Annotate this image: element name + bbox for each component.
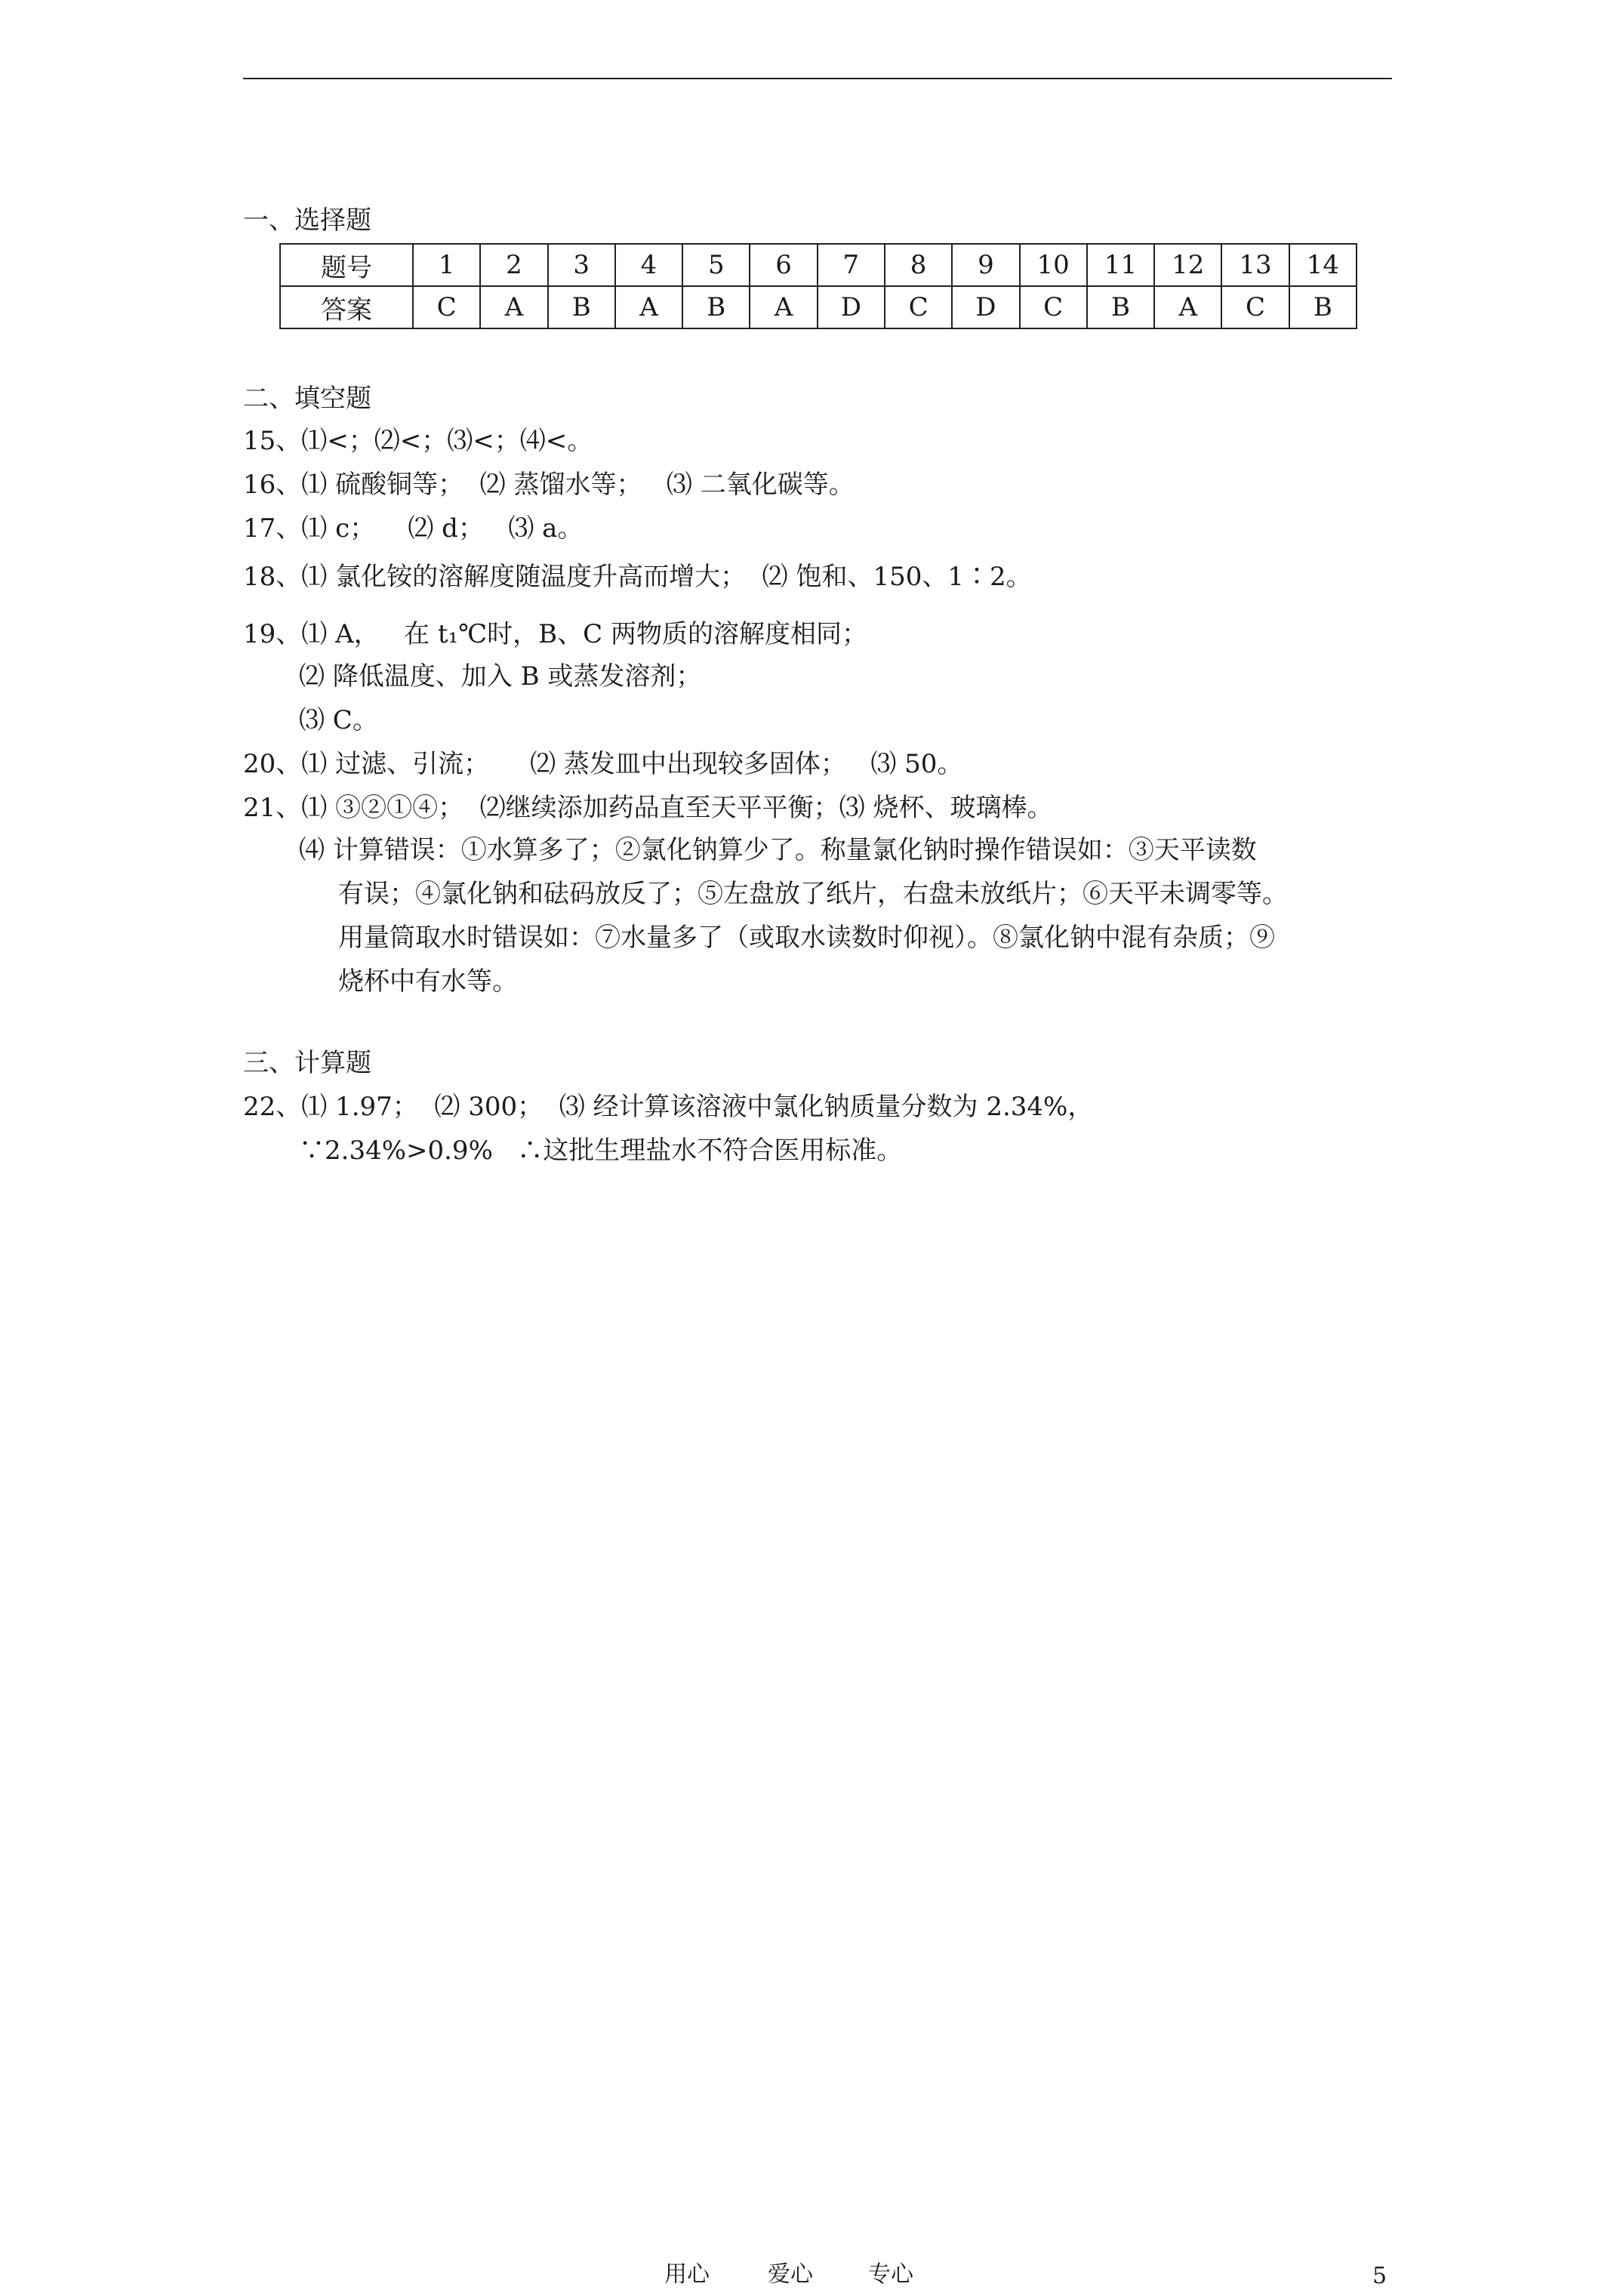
footer-text-3: 专心 — [868, 2261, 913, 2288]
answer-line-21-5: 有误；④氯化钠和砝码放反了；⑤左盘放了纸片，右盘未放纸片；⑥天平未调零等。 — [338, 879, 1288, 909]
table-cell: A — [615, 286, 682, 328]
answer-line-18: 18、⑴ 氯化铵的溶解度随温度升高而增大； ⑵ 饱和、150、1∶2。 — [243, 562, 1032, 592]
table-cell: 14 — [1289, 244, 1357, 286]
footer-text-1: 用心 — [664, 2261, 710, 2288]
answer-line-16: 16、⑴ 硫酸铜等； ⑵ 蒸馏水等； ⑶ 二氧化碳等。 — [243, 470, 855, 500]
table-cell: 8 — [885, 244, 952, 286]
row-label-numbers: 题号 — [280, 244, 413, 286]
answer-line-22: 22、⑴ 1.97； ⑵ 300； ⑶ 经计算该溶液中氯化钠质量分数为 2.34%， — [243, 1092, 1094, 1122]
answer-line-21-6: 用量筒取水时错误如：⑦水量多了（或取水读数时仰视）。⑧氯化钠中混有杂质；⑨ — [338, 923, 1275, 953]
answer-line-15: 15、⑴<；⑵<；⑶<；⑷<。 — [243, 426, 593, 456]
answer-line-21-4: ⑷ 计算错误：①水算多了；②氯化钠算少了。称量氯化钠时操作错误如：③天平读数 — [299, 835, 1257, 865]
table-cell: 7 — [818, 244, 885, 286]
table-cell: C — [1020, 286, 1087, 328]
section-title-calc: 三、计算题 — [243, 1048, 371, 1078]
table-cell: 12 — [1154, 244, 1221, 286]
table-cell: 2 — [480, 244, 547, 286]
table-cell: 5 — [682, 244, 750, 286]
answer-line-21: 21、⑴ ③②①④； ⑵继续添加药品直至天平平衡；⑶ 烧杯、玻璃棒。 — [243, 793, 1053, 823]
table-cell: D — [952, 286, 1019, 328]
table-cell: 3 — [548, 244, 615, 286]
table-row-answers — [280, 286, 1357, 328]
answer-line-19-3: ⑶ C。 — [299, 705, 378, 735]
table-cell: C — [1221, 286, 1289, 328]
table-cell: 9 — [952, 244, 1019, 286]
table-cell: D — [818, 286, 885, 328]
answer-line-19: 19、⑴ A， 在 t₁℃时，B、C 两物质的溶解度相同； — [243, 619, 867, 649]
answer-line-17: 17、⑴ c； ⑵ d； ⑶ a。 — [243, 513, 584, 544]
table-row-numbers — [280, 244, 1357, 286]
header-rule — [243, 78, 1392, 79]
table-cell: 6 — [750, 244, 817, 286]
table-cell: 1 — [413, 244, 480, 286]
table-cell: C — [413, 286, 480, 328]
table-cell: B — [1289, 286, 1357, 328]
page-number: 5 — [1372, 2263, 1387, 2289]
table-cell: A — [480, 286, 547, 328]
table-cell: 13 — [1221, 244, 1289, 286]
answer-table — [279, 243, 1357, 329]
answer-line-20: 20、⑴ 过滤、引流； ⑵ 蒸发皿中出现较多固体； ⑶ 50。 — [243, 749, 963, 779]
answer-line-19-2: ⑵ 降低温度、加入 B 或蒸发溶剂； — [299, 661, 702, 692]
table-cell: B — [1087, 286, 1154, 328]
table-cell: B — [682, 286, 750, 328]
table-cell: A — [750, 286, 817, 328]
section-title-fill: 二、填空题 — [243, 384, 371, 414]
table-cell: B — [548, 286, 615, 328]
answer-line-21-7: 烧杯中有水等。 — [338, 966, 518, 997]
answer-line-22-2: ∵2.34%>0.9% ∴这批生理盐水不符合医用标准。 — [299, 1136, 903, 1166]
table-cell: 11 — [1087, 244, 1154, 286]
table-cell: 10 — [1020, 244, 1087, 286]
footer-text-2: 爱心 — [768, 2261, 813, 2288]
table-cell: A — [1154, 286, 1221, 328]
row-label-answers: 答案 — [280, 286, 413, 328]
table-cell: 4 — [615, 244, 682, 286]
table-cell: C — [885, 286, 952, 328]
section-title-choice: 一、选择题 — [243, 205, 371, 236]
